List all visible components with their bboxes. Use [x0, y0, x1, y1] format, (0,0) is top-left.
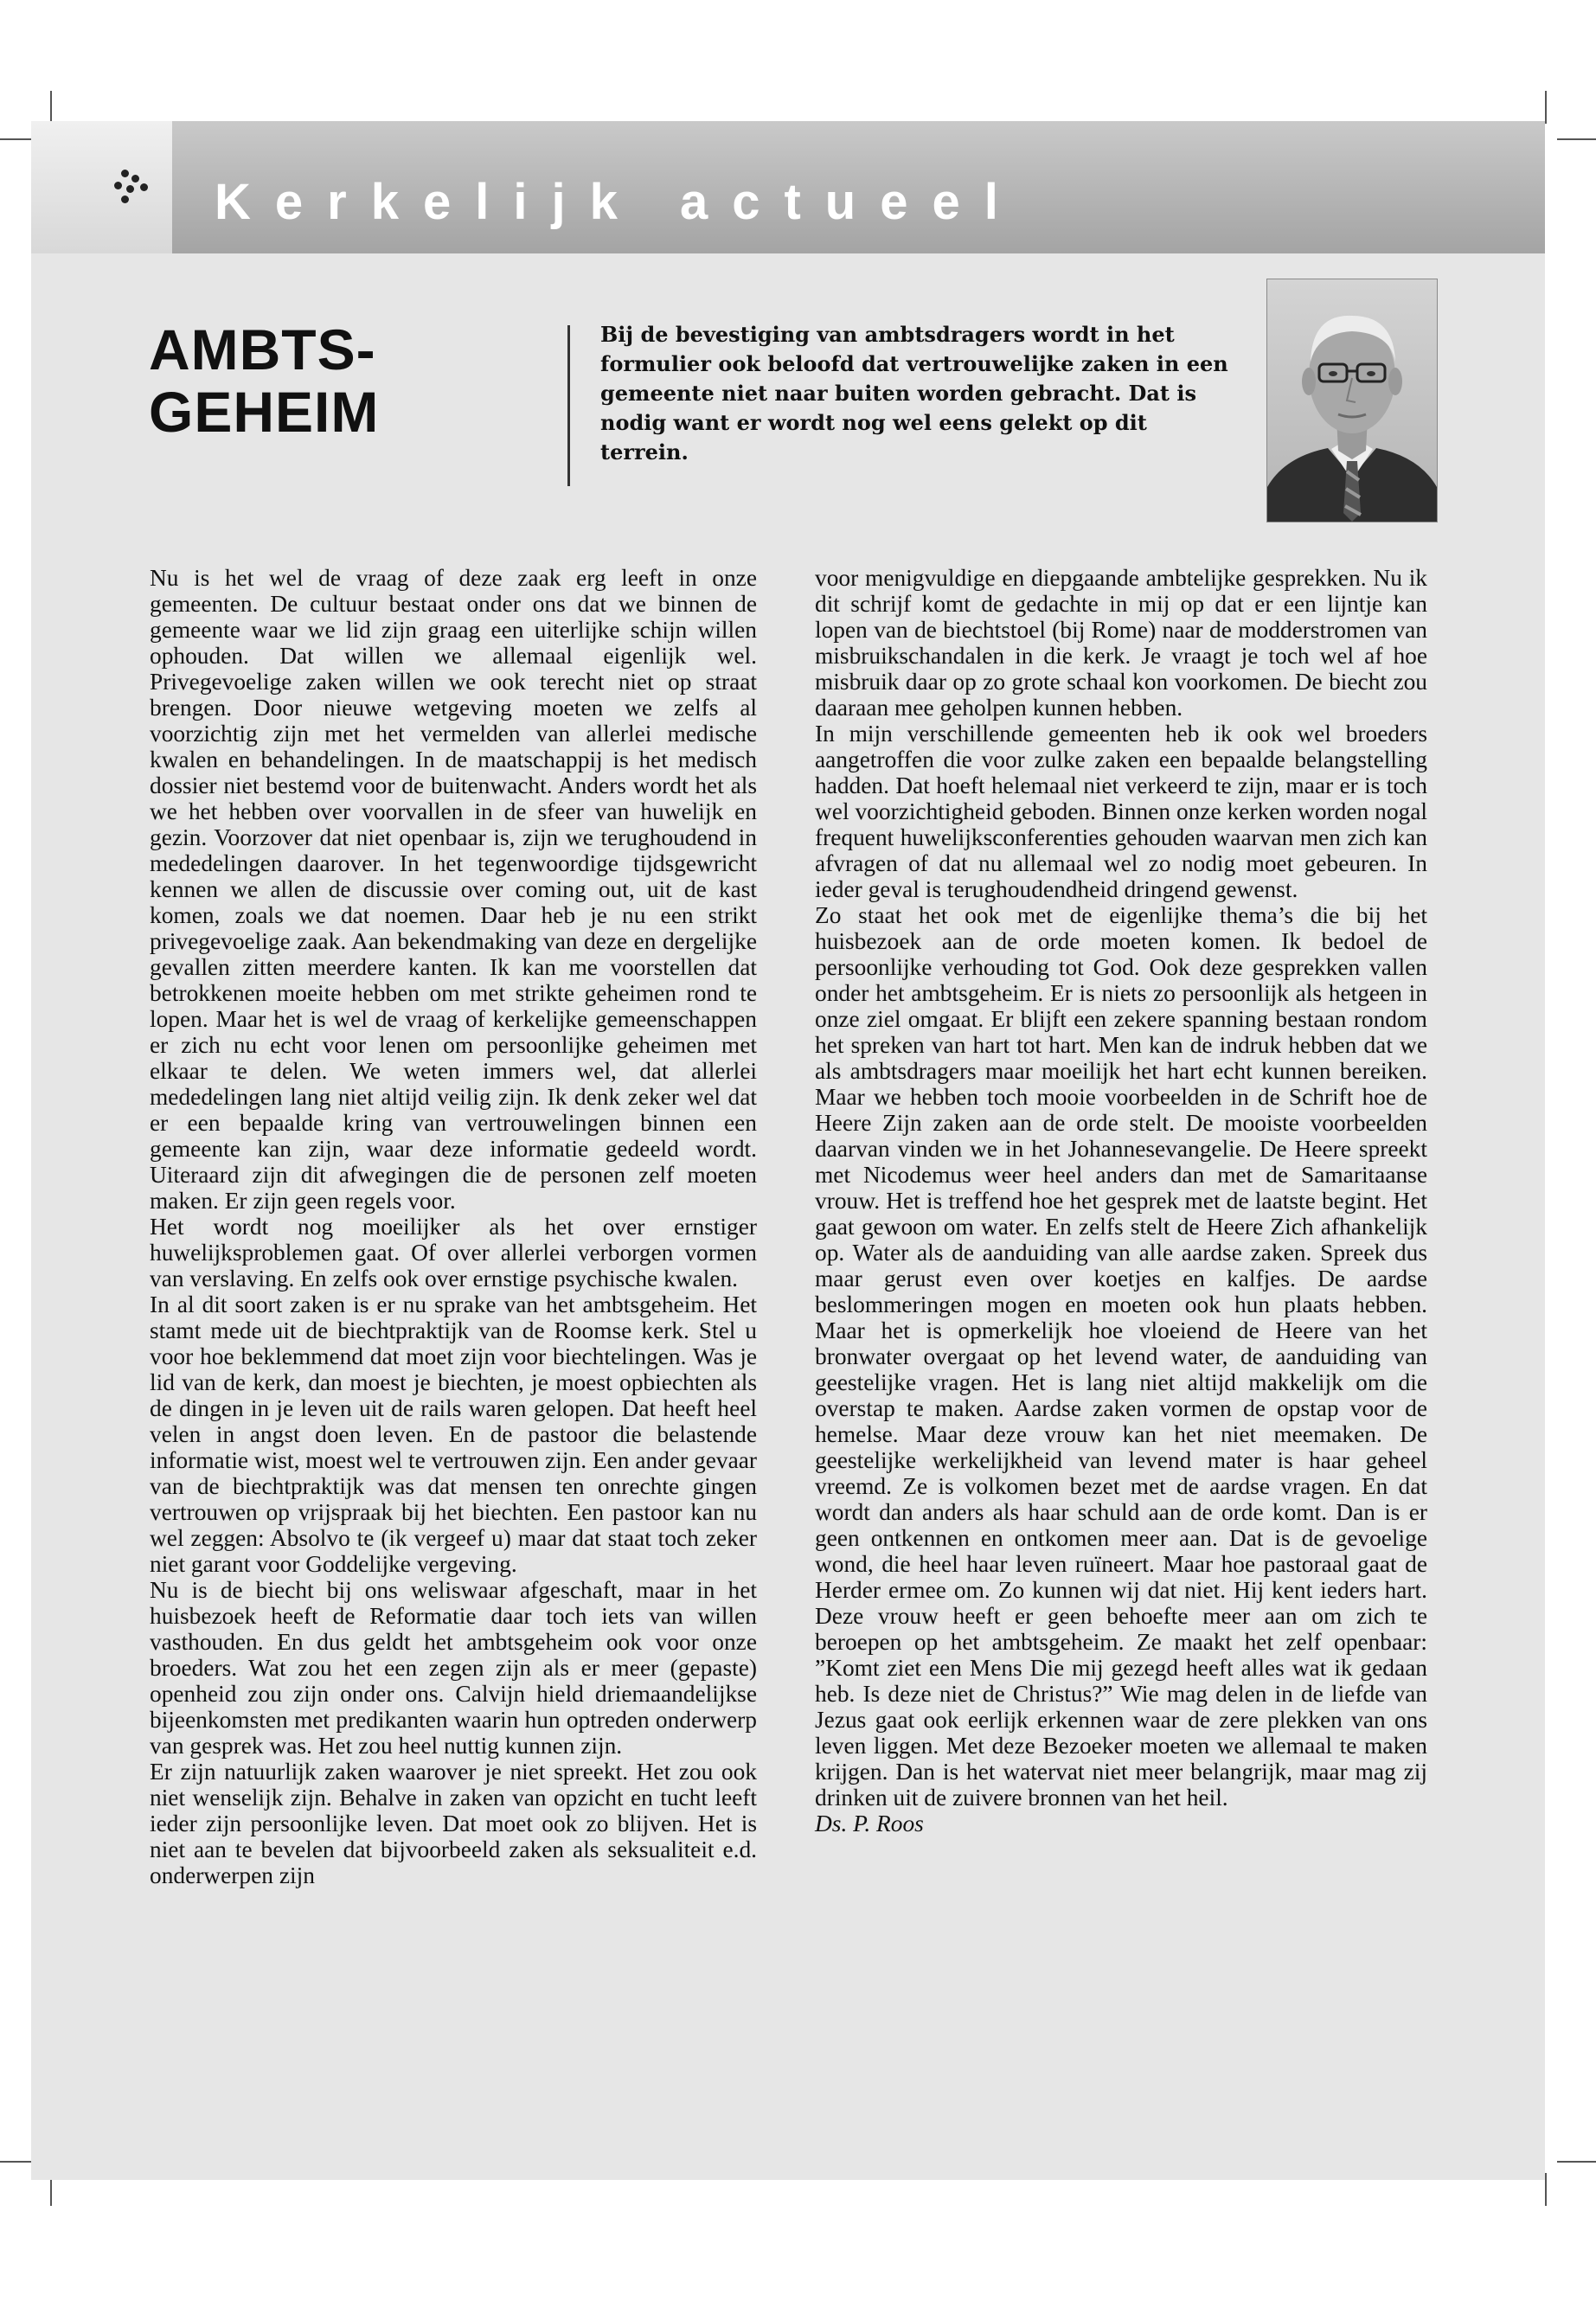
- crop-mark: [0, 2161, 31, 2163]
- crop-mark: [1545, 91, 1547, 124]
- article-headline: [149, 318, 379, 443]
- headline-line: AMBTS-: [149, 317, 376, 381]
- crop-mark: [50, 91, 52, 124]
- article-paragraph: In mijn verschillende gemeenten heb ik ook wel broeders aangetroffen die voor zulke zaken een bepaalde belangstelling hadden. Dat hoeft helemaal niet verkeerd te zijn, maar er is toch wel voorzichtigheid geboden. Binnen onze kerken worden nogal frequent huwelijksconferenties gehouden waarvan men zich kan afvragen of dat nu allemaal wel zo nodig moet gebeuren. In ieder geval is terughoudendheid dringend gewenst.: [815, 721, 1427, 902]
- headline-divider: [567, 325, 570, 486]
- crop-mark: [1557, 138, 1596, 140]
- article-paragraph: voor menigvuldige en diepgaande ambtelijke gesprekken. Nu ik dit schrijf komt de gedachte in mij op dat er een lijntje kan lopen van de biechtstoel (bij Rome) naar de modderstromen van misbruikschandalen in die kerk. Je vraagt je toch wel af hoe misbruik daar op zo grote schaal kon voorkomen. De biecht zou daaraan mee geholpen kunnen hebben.: [815, 565, 1427, 721]
- section-title: Kerkelijk actueel: [215, 174, 1022, 230]
- dots-logo-icon: [114, 164, 157, 208]
- article-paragraph: Er zijn natuurlijk zaken waarover je niet spreekt. Het zou ook niet wenselijk zijn. Behalve in zaken van opzicht en tucht leeft ieder zijn persoonlijke leven. Dat moet ook zo blijven. Het is niet aan te bevelen dat bijvoorbeeld zaken als seksualiteit e.d. onderwerpen zijn: [150, 1759, 757, 1888]
- article-column-right: [815, 565, 1427, 1836]
- article-paragraph: Nu is de biecht bij ons weliswaar afgeschaft, maar in het huisbezoek heeft de Reformatie daar toch iets van willen vasthouden. En dus geldt het ambtsgeheim ook voor onze broeders. Wat zou het een zegen zijn als er meer (gepaste) openheid zou zijn onder ons. Calvijn hield driemaandelijkse bijeenkomsten met predikanten waarin hun optreden onderwerp van gesprek was. Het zou heel nuttig kunnen zijn.: [150, 1577, 757, 1759]
- author-signature: Ds. P. Roos: [815, 1811, 924, 1836]
- article-intro: Bij de bevestiging van ambtsdragers wordt in het formulier ook beloofd dat vertrouwelijke zaken in een gemeente niet naar buiten worden gebracht. Dat is nodig want er wordt nog wel eens gelekt op dit terrein.: [600, 322, 1228, 465]
- crop-mark: [1545, 2173, 1547, 2206]
- article-paragraph: Zo staat het ook met de eigenlijke thema’s die bij het huisbezoek aan de orde moeten komen. Ik bedoel de persoonlijke verhouding tot God. Ook deze gesprekken vallen onder het ambtsgeheim. Er is niets zo persoonlijk als hetgeen in onze ziel omgaat. Er blijft een zekere spanning bestaan rondom het spreken van hart tot hart. Men kan de indruk hebben dat we als ambtsdragers maar moeilijk het hart echt kunnen bereiken. Maar we hebben toch mooie voorbeelden in de Schrift hoe de Heere Zijn zaken aan de orde stelt. De mooiste voorbeelden daarvan vinden we in het Johannesevangelie. De Heere spreekt met Nicodemus weer heel anders dan met de Samaritaanse vrouw. Het is treffend hoe het gesprek met de laatste begint. Het gaat gewoon om water. En zelfs stelt de Heere Zich afhankelijk op. Water als de aanduiding van alle aardse zaken. Spreek dus maar gerust even over koetjes en kalfjes. De aardse beslommeringen mogen en moeten ook hun plaats hebben. Maar het is opmerkelijk hoe vloeiend de Heere van het bronwater overgaat op het levend water, de aanduiding van geestelijke vragen. Het is lang niet altijd makkelijk om die overstap te maken. Aardse zaken vormen de opstap voor de hemelse. Maar deze vrouw kan het niet meemaken. De geestelijke werkelijkheid van levend mater is haar geheel vreemd. Ze is volkomen bezet met de aardse vragen. En dat wordt dan anders als haar schuld aan de orde komt. Dan is er geen ontkennen en ontkomen meer aan. Dat is de gevoelige wond, die heel haar leven ruïneert. Maar hoe pastoraal gaat de Herder ermee om. Zo kunnen wij dat niet. Hij kent ieders hart. Deze vrouw heeft er geen behoefte meer aan om zich te beroepen op het ambtsgeheim. Ze maakt het zelf openbaar: ”Komt ziet een Mens Die mij gezegd heeft alles wat ik gedaan heb. Is deze niet de Christus?” Wie mag delen in de liefde van Jezus gaat ook eerlijk erkennen waar de zere plekken van ons leven liggen. Met deze Bezoeker moeten we allemaal te maken krijgen. Dan is het watervat niet meer belangrijk, maar mag zij drinken uit de zuivere bronnen van het heil.: [815, 902, 1427, 1811]
- article-paragraph: In al dit soort zaken is er nu sprake van het ambtsgeheim. Het stamt mede uit de biechtpraktijk van de Roomse kerk. Stel u voor hoe beklemmend dat moet zijn voor biechtelingen. Was je lid van de kerk, dan moest je biechten, je moest opbiechten als de dingen in je leven uit de rails waren gelopen. Dat heeft heel velen in angst doen leven. En de pastoor die belastende informatie wist, moest wel te vertrouwen zijn. Een ander gevaar van de biechtpraktijk was dat mensen ten onrechte gingen vertrouwen op vrijspraak bij het biechten. Een pastoor kan nu wel zeggen: Absolvo te (ik vergeef u) maar dat staat toch zeker niet garant voor Goddelijke vergeving.: [150, 1292, 758, 1577]
- article-column-left: [150, 565, 757, 1888]
- headline-line: GEHEIM: [149, 380, 380, 444]
- article-paragraph: Het wordt nog moeilijker als het over ernstiger huwelijksproblemen gaat. Of over allerlei verborgen vormen van verslaving. En zelfs ook over ernstige psychische kwalen.: [150, 1214, 757, 1292]
- crop-mark: [0, 138, 31, 140]
- crop-mark: [1557, 2161, 1596, 2163]
- author-portrait-icon: [1266, 279, 1438, 522]
- article-paragraph: Nu is het wel de vraag of deze zaak erg leeft in onze gemeenten. De cultuur bestaat onder ons dat we binnen de gemeente waar we lid zijn graag een uiterlijke schijn willen ophouden. Dat willen we allemaal eigenlijk wel. Privegevoelige zaken willen we ook terecht niet op straat brengen. Door nieuwe wetgeving moeten we zelfs al voorzichtig zijn met het vermelden van allerlei medische kwalen en behandelingen. In de maatschappij is het medisch dossier niet bestemd voor de buitenwacht. Anders wordt het als we het hebben over voorvallen in de sfeer van huwelijk en gezin. Voorzover dat niet openbaar is, zijn we terughoudend in mededelingen daarover. In het tegenwoordige tijdsgewricht kennen we allen de discussie over coming out, uit de kast komen, zoals we dat noemen. Daar heb je nu een strikt privegevoelige zaak. Aan bekendmaking van deze en dergelijke gevallen zitten meerdere kanten. Ik kan me voorstellen dat betrokkenen moeite hebben om met strikte geheimen rond te lopen. Maar het is wel de vraag of kerkelijke gemeenschappen er zich nu echt voor lenen om persoonlijke geheimen met elkaar te delen. We weten immers wel, dat allerlei mededelingen lang niet altijd veilig zijn. Ik denk zeker wel dat er een bepaalde kring van vertrouwelingen binnen een gemeente kan zijn, waar deze informatie gedeeld wordt. Uiteraard zijn dit afwegingen die de personen zelf moeten maken. Er zijn geen regels voor.: [150, 565, 757, 1214]
